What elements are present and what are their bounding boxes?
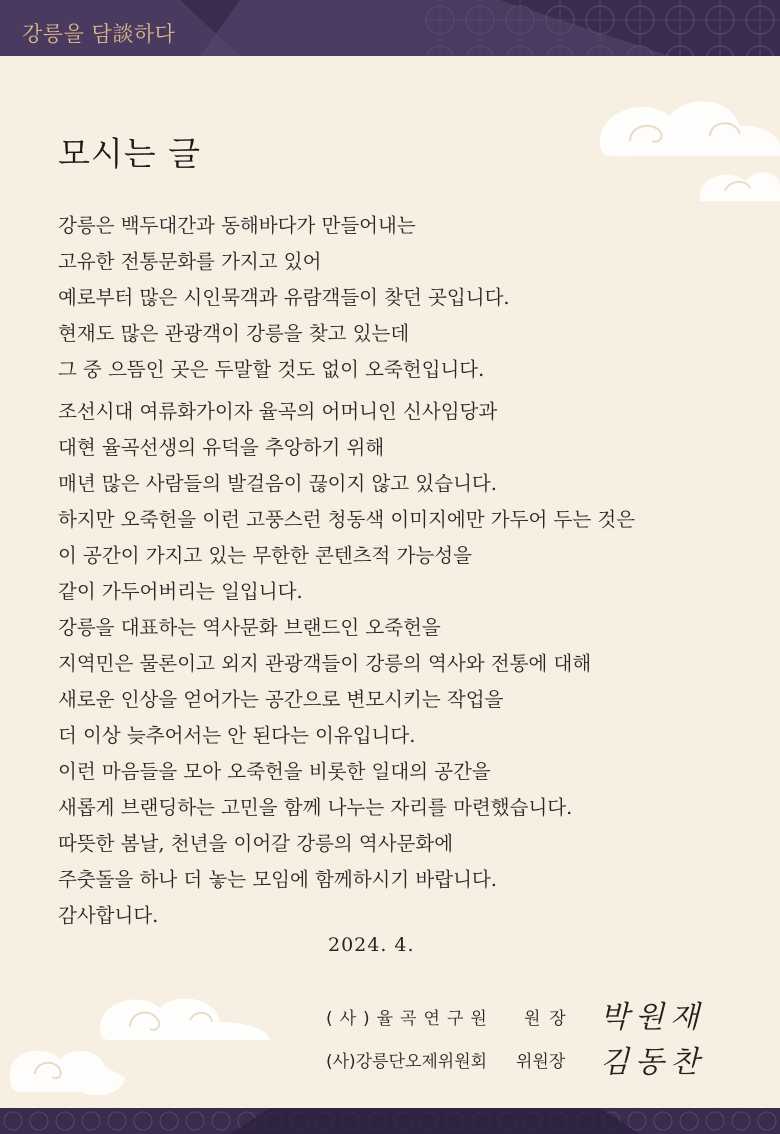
- paragraph-2: [58, 394, 635, 610]
- cloud-ornament-bottom-left: [0, 982, 280, 1107]
- paragraph-line: 따뜻한 봄날, 천년을 이어갈 강릉의 역사문화에: [58, 832, 454, 855]
- paragraph-line: 그 중 으뜸인 곳은 두말할 것도 없이 오죽헌입니다.: [58, 358, 485, 381]
- paragraph-line: 하지만 오죽헌을 이런 고풍스런 청동색 이미지에만 가두어 두는 것은: [58, 508, 636, 531]
- cloud-ornament-top-right: [590, 86, 780, 206]
- footer-lattice-pattern: [0, 1108, 780, 1134]
- paragraph-line: 강릉은 백두대간과 동해바다가 만들어내는: [58, 214, 416, 237]
- signatory-role: 원장: [524, 1009, 575, 1029]
- paragraph-line: 강릉을 대표하는 역사문화 브랜드인 오죽헌을: [58, 616, 441, 639]
- signature-handwritten: 박원재: [600, 1000, 705, 1035]
- paragraph-line: 새롭게 브랜딩하는 고민을 함께 나누는 자리를 마련했습니다.: [58, 796, 573, 819]
- paragraph-line: 현재도 많은 관광객이 강릉을 찾고 있는데: [58, 322, 410, 345]
- paragraph-line: 매년 많은 사람들의 발걸음이 끊이지 않고 있습니다.: [58, 472, 497, 495]
- letter-date: 2024. 4.: [328, 934, 415, 956]
- paragraph-4: [58, 826, 497, 934]
- paragraph-line: 이 공간이 가지고 있는 무한한 콘텐츠적 가능성을: [58, 544, 472, 567]
- footer-bar: [0, 1108, 780, 1134]
- paragraph-line: 조선시대 여류화가이자 율곡의 어머니인 신사임당과: [58, 400, 498, 423]
- paragraph-line: 대현 율곡선생의 유덕을 추앙하기 위해: [58, 436, 385, 459]
- paragraph-line: 주춧돌을 하나 더 놓는 모임에 함께하시기 바랍니다.: [58, 868, 497, 891]
- header-bar: [0, 0, 780, 56]
- signatory-role: 위원장: [516, 1052, 566, 1072]
- paragraph-3: [58, 610, 591, 826]
- paragraph-line: 감사합니다.: [58, 904, 159, 927]
- paragraph-line: 새로운 인상을 얻어가는 공간으로 변모시키는 작업을: [58, 688, 504, 711]
- signatory-org: (사)강릉단오제위원회: [326, 1052, 488, 1072]
- signatory-org: (사)율곡연구원: [326, 1009, 494, 1029]
- paragraph-line: 같이 가두어버리는 일입니다.: [58, 580, 303, 603]
- letter-title: 모시는 글: [58, 134, 202, 173]
- paragraph-line: 더 이상 늦추어서는 안 된다는 이유입니다.: [58, 724, 416, 747]
- paragraph-line: 이런 마음들을 모아 오죽헌을 비롯한 일대의 공간을: [58, 760, 491, 783]
- brand-title: 강릉을 담談하다: [22, 22, 176, 46]
- paragraph-line: 지역민은 물론이고 외지 관광객들이 강릉의 역사와 전통에 대해: [58, 652, 592, 675]
- signature-handwritten: 김동찬: [600, 1045, 705, 1080]
- paragraph-line: 예로부터 많은 시인묵객과 유람객들이 찾던 곳입니다.: [58, 286, 510, 309]
- header-accent-band: [200, 0, 680, 56]
- paragraph-1: [58, 208, 510, 388]
- paragraph-line: 고유한 전통문화를 가지고 있어: [58, 250, 322, 273]
- signatory-row: [326, 1000, 705, 1035]
- signatory-row: [326, 1045, 705, 1080]
